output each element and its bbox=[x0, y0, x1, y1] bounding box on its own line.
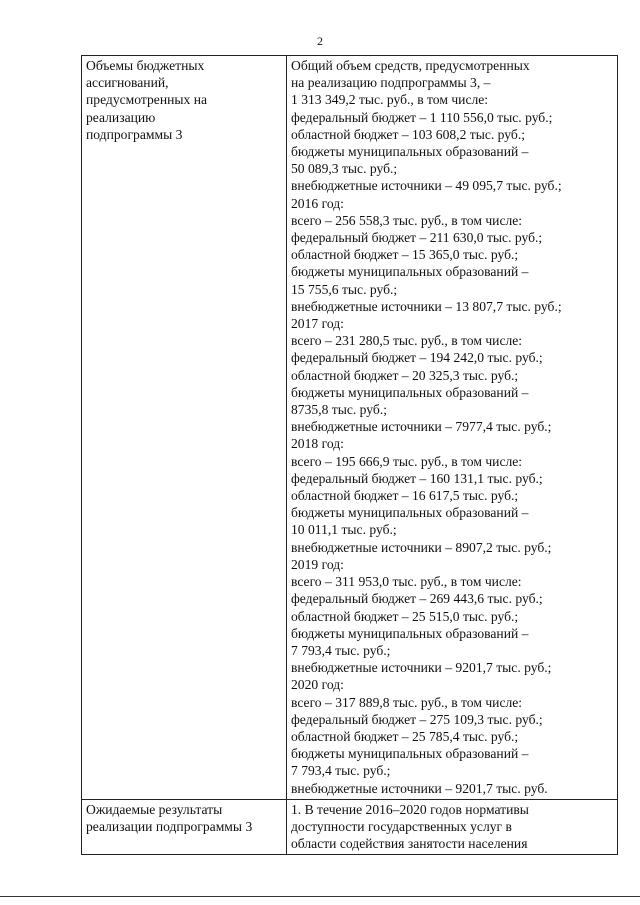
budget-line: внебюджетные источники – 7977,4 тыс. руб.; bbox=[291, 419, 552, 435]
budget-line: всего – 311 953,0 тыс. руб., в том числе: bbox=[291, 574, 522, 590]
budget-line: 1 313 349,2 тыс. руб., в том числе: bbox=[291, 92, 489, 108]
budget-line: бюджеты муниципальных образований – bbox=[291, 144, 529, 160]
row-label-line: предусмотренных на bbox=[86, 92, 208, 108]
table-row-budget-allocations bbox=[82, 56, 618, 800]
program-passport-table bbox=[81, 55, 618, 855]
budget-line: внебюджетные источники – 49 095,7 тыс. руб.; bbox=[291, 178, 562, 194]
expected-results-cell bbox=[287, 799, 618, 855]
budget-line: федеральный бюджет – 211 630,0 тыс. руб.; bbox=[291, 230, 543, 246]
page-number: 2 bbox=[317, 34, 323, 48]
budget-line: внебюджетные источники – 8907,2 тыс. руб.; bbox=[291, 539, 552, 555]
year-heading: 2020 год: bbox=[291, 677, 344, 693]
budget-line: федеральный бюджет – 1 110 556,0 тыс. руб.; bbox=[291, 109, 553, 125]
row-label-line: ассигнований, bbox=[86, 75, 169, 91]
table-row-expected-results bbox=[82, 799, 618, 855]
budget-line: областной бюджет – 25 785,4 тыс. руб.; bbox=[291, 728, 519, 744]
budget-line: 7 793,4 тыс. руб.; bbox=[291, 642, 391, 658]
row-label-line: Объемы бюджетных bbox=[86, 58, 205, 73]
row-label-cell bbox=[82, 799, 287, 855]
budget-line: бюджеты муниципальных образований – bbox=[291, 384, 529, 400]
row-label-line: подпрограммы 3 bbox=[86, 126, 183, 142]
budget-line: федеральный бюджет – 275 109,3 тыс. руб.; bbox=[291, 711, 543, 727]
budget-line: 50 089,3 тыс. руб.; bbox=[291, 161, 398, 177]
budget-line: бюджеты муниципальных образований – bbox=[291, 264, 529, 280]
budget-line: всего – 231 280,5 тыс. руб., в том числе: bbox=[291, 333, 523, 349]
budget-line: областной бюджет – 16 617,5 тыс. руб.; bbox=[291, 488, 519, 504]
year-heading: 2017 год: bbox=[291, 316, 344, 332]
budget-line: Общий объем средств, предусмотренных bbox=[291, 58, 530, 73]
budget-details-cell bbox=[287, 56, 618, 800]
budget-line: внебюджетные источники – 9201,7 тыс. руб. bbox=[291, 780, 548, 796]
budget-line: всего – 256 558,3 тыс. руб., в том числе: bbox=[291, 212, 523, 228]
budget-line: областной бюджет – 20 325,3 тыс. руб.; bbox=[291, 367, 519, 383]
budget-line: областной бюджет – 103 608,2 тыс. руб.; bbox=[291, 126, 525, 142]
row-label-line: реализацию bbox=[86, 109, 156, 125]
budget-line: 15 755,6 тыс. руб.; bbox=[291, 281, 398, 297]
result-line: доступности государственных услуг в bbox=[291, 818, 512, 834]
year-heading: 2016 год: bbox=[291, 195, 344, 211]
row-label-cell bbox=[82, 56, 287, 800]
budget-line: 10 011,1 тыс. руб.; bbox=[291, 522, 397, 538]
budget-line: федеральный бюджет – 160 131,1 тыс. руб.; bbox=[291, 470, 543, 486]
page-bottom-rule bbox=[0, 896, 640, 897]
result-line: 1. В течение 2016–2020 годов нормативы bbox=[291, 801, 529, 817]
budget-line: 7 793,4 тыс. руб.; bbox=[291, 763, 391, 779]
year-heading: 2019 год: bbox=[291, 556, 344, 572]
budget-line: бюджеты муниципальных образований – bbox=[291, 625, 529, 641]
budget-line: федеральный бюджет – 269 443,6 тыс. руб.; bbox=[291, 591, 543, 607]
budget-line: всего – 195 666,9 тыс. руб., в том числе: bbox=[291, 453, 523, 469]
budget-line: бюджеты муниципальных образований – bbox=[291, 505, 529, 521]
budget-line: внебюджетные источники – 13 807,7 тыс. руб.; bbox=[291, 298, 562, 314]
year-heading: 2018 год: bbox=[291, 436, 344, 452]
budget-line: областной бюджет – 15 365,0 тыс. руб.; bbox=[291, 247, 519, 263]
budget-line: 8735,8 тыс. руб.; bbox=[291, 402, 388, 418]
budget-line: бюджеты муниципальных образований – bbox=[291, 746, 529, 762]
result-line: области содействия занятости населения bbox=[291, 836, 528, 852]
budget-line: областной бюджет – 25 515,0 тыс. руб.; bbox=[291, 608, 519, 624]
budget-line: внебюджетные источники – 9201,7 тыс. руб.; bbox=[291, 660, 552, 676]
budget-line: федеральный бюджет – 194 242,0 тыс. руб.; bbox=[291, 350, 543, 366]
budget-line: всего – 317 889,8 тыс. руб., в том числе: bbox=[291, 694, 523, 710]
row-label-line: Ожидаемые результаты bbox=[86, 801, 223, 817]
row-label-line: реализации подпрограммы 3 bbox=[86, 818, 253, 834]
budget-line: на реализацию подпрограммы 3, – bbox=[291, 75, 491, 91]
